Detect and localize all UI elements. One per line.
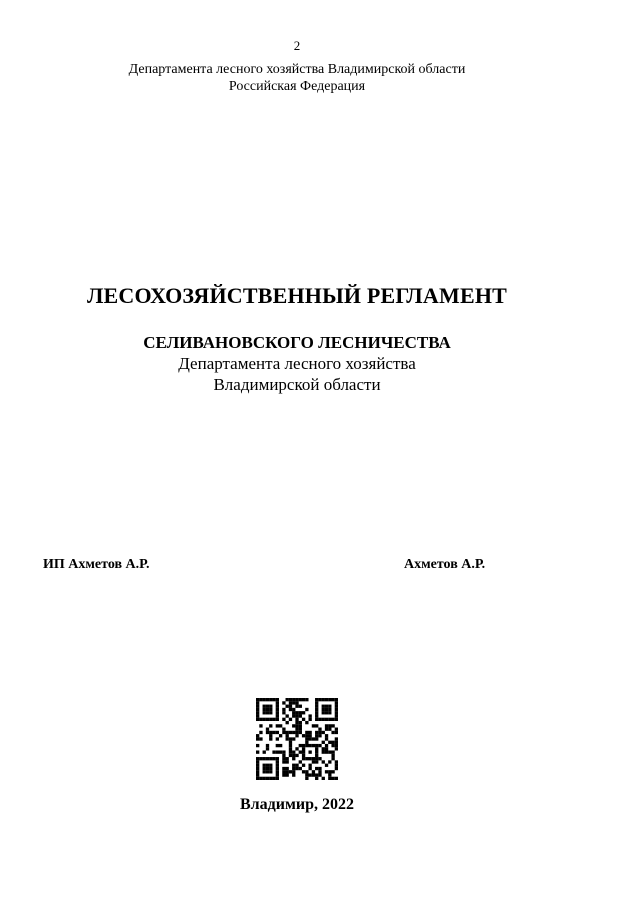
organization-line-2: Российская Федерация	[228, 79, 366, 94]
document-title: ЛЕСОХОЗЯЙСТВЕННЫЙ РЕГЛАМЕНТ	[86, 283, 508, 308]
region-line: Владимирской области	[213, 375, 381, 394]
forestry-name: СЕЛИВАНОВСКОГО ЛЕСНИЧЕСТВА	[143, 333, 451, 352]
signature-right: Ахметов А.Р.	[404, 557, 486, 572]
city-year: Владимир, 2022	[240, 796, 354, 813]
page-number: 2	[293, 38, 301, 53]
department-line: Департамента лесного хозяйства	[178, 354, 416, 373]
qr-code-icon	[256, 698, 338, 780]
signature-left: ИП Ахметов А.Р.	[43, 557, 150, 572]
organization-line-1: Департамента лесного хозяйства Владимирской области	[128, 62, 466, 77]
